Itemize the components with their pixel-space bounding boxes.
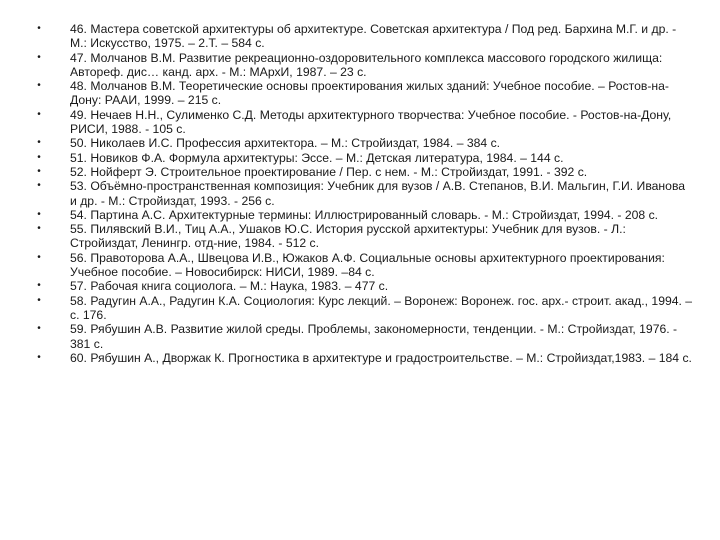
- reference-text: 49. Нечаев Н.Н., Сулименко С.Д. Методы архитектурного творчества: Учебное пособие. - Ростов-на-Дону, РИСИ, 1988. - 105 с.: [70, 107, 672, 137]
- bullet-icon: •: [37, 165, 41, 177]
- reference-text: 55. Пилявский В.И., Тиц А.А., Ушаков Ю.С. История русской архитектуры: Учебник для вузов. - Л.: Стройиздат, Ленингр. отд-ние, 1984. - 512 с.: [70, 222, 626, 251]
- list-item: [34, 222, 694, 251]
- list-item: [34, 179, 694, 208]
- list-item: [34, 136, 694, 150]
- reference-text: 56. Правоторова А.А., Швецова И.В., Южаков А.Ф. Социальные основы архитектурного проектирования: Учебное пособие. – Новосибирск: НИСИ, 1989. –84 с.: [70, 250, 665, 280]
- list-item: [34, 251, 694, 280]
- reference-text: 51. Новиков Ф.А. Формула архитектуры: Эссе. – М.: Детская литература, 1984. – 144 с.: [70, 150, 564, 165]
- list-item: [34, 351, 694, 365]
- bullet-icon: •: [37, 280, 41, 292]
- list-item: [34, 22, 694, 51]
- list-item: [34, 79, 694, 108]
- bullet-icon: •: [37, 223, 41, 235]
- bullet-icon: •: [37, 323, 41, 335]
- reference-text: 54. Партина А.С. Архитектурные термины: Иллюстрированный словарь. - М.: Стройиздат, 1994. - 208 с.: [70, 207, 659, 222]
- reference-text: 59. Рябушин А.В. Развитие жилой среды. Проблемы, закономерности, тенденции. - М.: Стройиздат, 1976. - 381 с.: [70, 322, 678, 351]
- bullet-icon: •: [37, 208, 41, 220]
- bullet-icon: •: [37, 251, 41, 263]
- list-item: [34, 294, 694, 323]
- reference-text: 48. Молчанов В.М. Теоретические основы проектирования жилых зданий: Учебное пособие. – Ростов-на-Дону: РААИ, 1999. – 215 с.: [70, 79, 669, 108]
- list-item: [34, 322, 694, 351]
- reference-text: 53. Объёмно-пространственная композиция: Учебник для вузов / А.В. Степанов, В.И. Мальгин, Г.И. Иванова и др. - М.: Стройиздат, 1993. - 256 с.: [70, 179, 686, 208]
- reference-text: 52. Нойферт Э. Строительное проектирование / Пер. с нем. - М.: Стройиздат, 1991. - 392 с.: [70, 164, 588, 179]
- reference-text: 57. Рабочая книга социолога. – М.: Наука, 1983. – 477 с.: [70, 279, 389, 294]
- bullet-icon: •: [37, 23, 41, 34]
- list-item: [34, 151, 694, 165]
- bullet-icon: •: [37, 151, 41, 163]
- reference-text: 60. Рябушин А., Дворжак К. Прогностика в архитектуре и градостроительстве. – М.: Стройиздат,1983. – 184 с.: [70, 350, 692, 365]
- bullet-icon: •: [37, 351, 41, 363]
- bullet-icon: •: [37, 180, 41, 192]
- reference-text: 47. Молчанов В.М. Развитие рекреационно-оздоровительного комплекса массового городского жилища: Автореф. дис… канд. арх. - М.: МАрхИ, 1987. – 23 с.: [70, 50, 663, 79]
- list-item: [34, 165, 694, 179]
- reference-text: 46. Мастера советской архитектуры об архитектуре. Советская архитектура / Под ред. Бархина М.Г. и др. - М.: Искусство, 1975. – 2.Т. – 584 с.: [70, 22, 677, 51]
- bullet-icon: •: [37, 137, 41, 149]
- reference-text: 58. Радугин А.А., Радугин К.А. Социология: Курс лекций. – Воронеж: Воронеж. гос. арх.- строит. акад., 1994. – с. 176.: [70, 293, 693, 322]
- list-item: [34, 108, 694, 137]
- bibliography-list: [34, 22, 694, 365]
- bullet-icon: •: [37, 51, 41, 63]
- bullet-icon: •: [37, 80, 41, 92]
- bullet-icon: •: [37, 294, 41, 306]
- list-item: [34, 51, 694, 80]
- reference-text: 50. Николаев И.С. Профессия архитектора. – М.: Стройиздат, 1984. – 384 с.: [70, 136, 501, 151]
- list-item: [34, 208, 694, 222]
- bullet-icon: •: [37, 108, 41, 120]
- list-item: [34, 279, 694, 293]
